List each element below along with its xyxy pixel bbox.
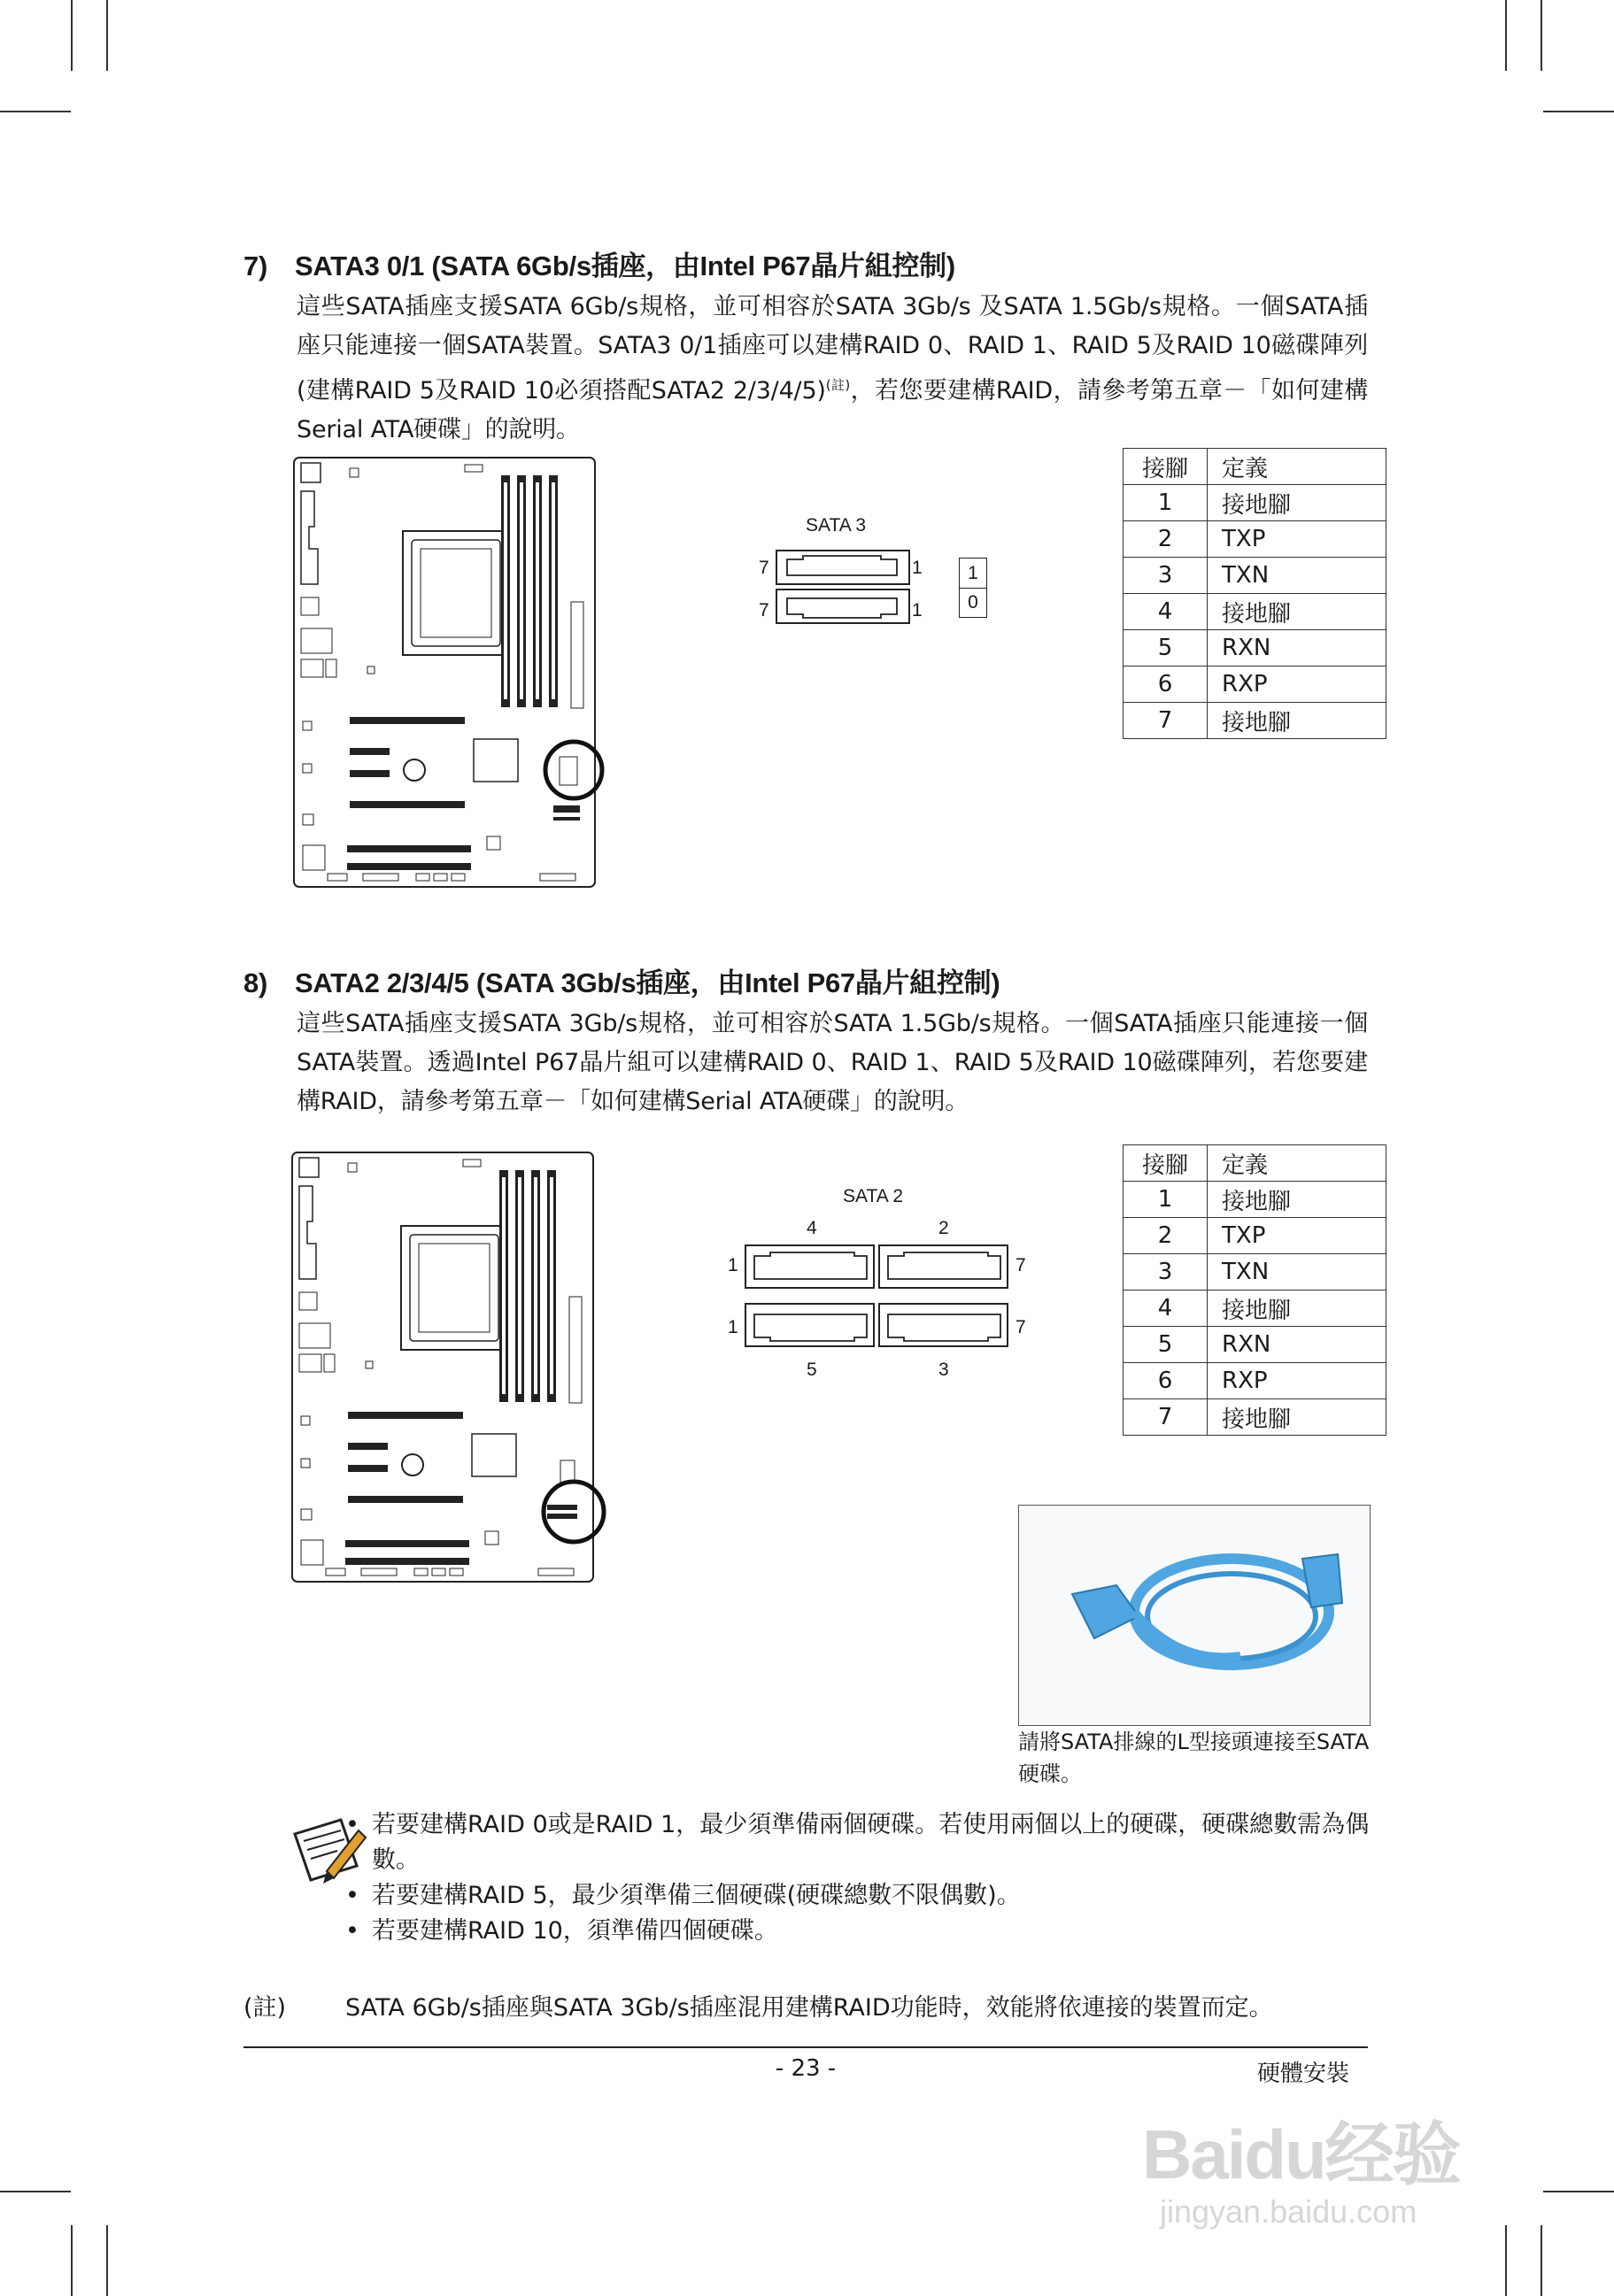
table-row (1124, 521, 1386, 558)
pin-number: 7 (1124, 703, 1208, 739)
pin-number: 1 (1124, 485, 1208, 521)
table-header-pin: 接腳 (1124, 449, 1208, 485)
sata3-port-id-box (959, 558, 987, 618)
section-8-title: SATA2 2/3/4/5 (SATA 3Gb/s插座，由Intel P67晶片組控制) (295, 967, 1000, 998)
pin-definition: RXN (1208, 1327, 1386, 1363)
table-row (1124, 1399, 1386, 1436)
sata3-pin-1-top: 1 (912, 558, 923, 578)
section-7-text-tail: ，若您要建構RAID，請參考第五章－「如何建構Serial ATA硬碟」的說明。 (297, 377, 1368, 443)
sata2-connector-drawing (744, 1244, 1014, 1350)
sata3-port-0-label: 0 (968, 592, 978, 613)
table-header-definition: 定義 (1208, 1145, 1386, 1182)
pin-number: 7 (1124, 1399, 1208, 1436)
section-7-heading (243, 243, 955, 283)
pin-definition: TXN (1208, 558, 1386, 594)
sata-cable-photo (1018, 1505, 1371, 1726)
note-item (345, 1914, 1372, 1949)
table-row (1124, 1218, 1386, 1254)
page-number: - 23 - (775, 2055, 837, 2082)
sata2-port-4-label: 4 (807, 1218, 817, 1238)
footnote-ref: (註) (825, 377, 851, 393)
note-item (345, 1878, 1372, 1914)
sata2-pin-1-bottom: 1 (728, 1317, 738, 1337)
baidu-watermark-logo: Baidu经验 (1142, 2115, 1460, 2193)
pin-definition: TXP (1208, 1218, 1386, 1254)
section-8-heading (243, 960, 1000, 1000)
pin-definition: RXP (1208, 666, 1386, 703)
sata2-pin-table (1123, 1144, 1386, 1436)
motherboard-diagram-sata3 (292, 456, 639, 890)
sata2-pin-1-top: 1 (728, 1255, 738, 1275)
footnote-marker: (註) (243, 1994, 287, 2022)
pin-definition: RXP (1208, 1363, 1386, 1399)
section-8-number: 8) (243, 967, 267, 998)
note-item (345, 1807, 1372, 1878)
sata3-pin-1-bottom: 1 (912, 600, 923, 620)
section-8-paragraph: 這些SATA插座支援SATA 3Gb/s規格，並可相容於SATA 1.5Gb/s規格。一個SATA插座只能連接一個SATA裝置。透過Intel P67晶片組可以建構RAID 0、RAID 1、RAID 5及RAID 10磁碟陣列，若您要建構RAID，請參考第五章－「如何建構Serial ATA硬碟」的說明。 (297, 1010, 1368, 1115)
pin-number: 3 (1124, 1254, 1208, 1291)
table-header-definition: 定義 (1208, 449, 1386, 485)
section-7-title: SATA3 0/1 (SATA 6Gb/s插座，由Intel P67晶片組控制) (295, 250, 955, 281)
footer-section-name: 硬體安裝 (1257, 2061, 1350, 2087)
pin-number: 4 (1124, 1291, 1208, 1327)
table-header-row (1124, 449, 1386, 485)
sata2-port-2-label: 2 (938, 1218, 949, 1238)
table-row (1124, 666, 1386, 703)
sata2-pin-7-top: 7 (1016, 1255, 1026, 1275)
note-text: 若要建構RAID 5，最少須準備三個硬碟(硬碟總數不限偶數)。 (372, 1882, 1021, 1909)
table-header-row (1124, 1145, 1386, 1182)
table-header-pin: 接腳 (1124, 1145, 1208, 1182)
pin-number: 2 (1124, 521, 1208, 558)
sata-cable-image (1019, 1506, 1370, 1725)
table-row (1124, 558, 1386, 594)
sata2-pin-7-bottom: 7 (1016, 1317, 1026, 1337)
pin-number: 2 (1124, 1218, 1208, 1254)
bullet-icon: • (345, 1882, 359, 1909)
sata3-pin-table (1123, 448, 1386, 739)
table-row (1124, 1291, 1386, 1327)
pin-number: 5 (1124, 630, 1208, 666)
sata3-pin-7-bottom: 7 (759, 600, 769, 620)
sata2-port-5-label: 5 (807, 1360, 817, 1380)
section-7-number: 7) (243, 250, 267, 281)
sata2-port-3-label: 3 (938, 1360, 949, 1380)
pin-definition: 接地腳 (1208, 1182, 1386, 1218)
footer-rule (243, 2046, 1368, 2048)
pin-definition: TXP (1208, 521, 1386, 558)
table-row (1124, 594, 1386, 630)
table-row (1124, 485, 1386, 521)
table-row (1124, 703, 1386, 739)
note-text: 若要建構RAID 10，須準備四個硬碟。 (372, 1917, 778, 1945)
pin-number: 6 (1124, 666, 1208, 703)
table-row (1124, 1363, 1386, 1399)
sata-cable-caption: 請將SATA排線的L型接頭連接至SATA硬碟。 (1018, 1730, 1370, 1786)
pin-definition: 接地腳 (1208, 1291, 1386, 1327)
sata2-connector-title: SATA 2 (843, 1186, 904, 1206)
pin-number: 4 (1124, 594, 1208, 630)
table-row (1124, 630, 1386, 666)
section-7-text: 這些SATA插座支援SATA 6Gb/s規格，並可相容於SATA 3Gb/s 及SATA 1.5Gb/s規格。一個SATA插座只能連接一個SATA裝置。SATA3 0/1插座可以建構RAID 0、RAID 1、RAID 5及RAID 10磁碟陣列(建構RAID 5及RAID 10必須搭配SATA2 2/3/4/5) (297, 293, 1368, 404)
pin-definition: 接地腳 (1208, 485, 1386, 521)
sata3-port-1-label: 1 (960, 559, 986, 589)
pin-number: 3 (1124, 558, 1208, 594)
baidu-watermark-url: jingyan.baidu.com (1160, 2193, 1417, 2230)
pin-definition: 接地腳 (1208, 1399, 1386, 1436)
note-text: 若要建構RAID 0或是RAID 1，最少須準備兩個硬碟。若使用兩個以上的硬碟，硬碟總數需為偶數。 (372, 1811, 1370, 1874)
pin-definition: RXN (1208, 630, 1386, 666)
pin-definition: 接地腳 (1208, 594, 1386, 630)
pin-number: 6 (1124, 1363, 1208, 1399)
sata3-pin-7-top: 7 (759, 558, 769, 578)
footnote-text: SATA 6Gb/s插座與SATA 3Gb/s插座混用建構RAID功能時，效能將依連接的裝置而定。 (345, 1994, 1273, 2022)
table-row (1124, 1254, 1386, 1291)
table-row (1124, 1327, 1386, 1363)
bullet-icon: • (345, 1811, 359, 1838)
pin-number: 1 (1124, 1182, 1208, 1218)
section-7-paragraph (297, 288, 1368, 450)
pin-number: 5 (1124, 1327, 1208, 1363)
bullet-icon: • (345, 1917, 359, 1945)
pin-definition: TXN (1208, 1254, 1386, 1291)
table-row (1124, 1182, 1386, 1218)
motherboard-diagram-sata2 (290, 1151, 637, 1584)
sata3-connector-title: SATA 3 (806, 515, 867, 535)
pin-definition: 接地腳 (1208, 703, 1386, 739)
